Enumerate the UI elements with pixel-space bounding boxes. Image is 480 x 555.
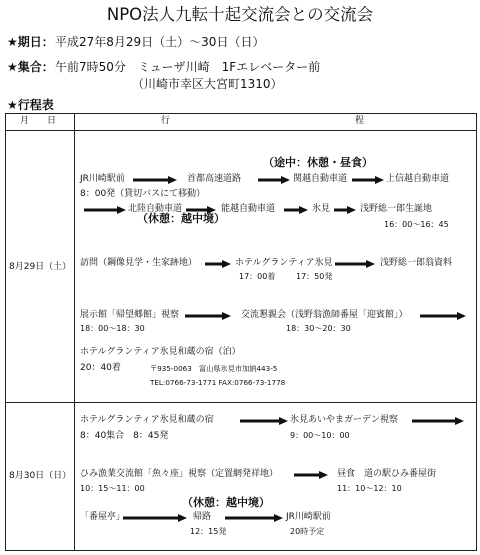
route-arrow bbox=[294, 471, 328, 479]
header-route-1: 行 bbox=[161, 116, 171, 126]
day1-r3-stop-2: ホテルグランティア氷見 bbox=[235, 258, 333, 268]
meeting-label: ★集合： bbox=[7, 60, 54, 74]
day1-date: 8月29日（土） bbox=[9, 262, 72, 272]
route-arrow bbox=[185, 312, 231, 320]
day2-r3-stop-3: JR川崎駅前 bbox=[286, 512, 331, 522]
route-arrow bbox=[84, 206, 126, 214]
day1-r3-stop-3: 浅野総一郎翁資料 bbox=[380, 258, 453, 268]
day2-r1-stop-2: 氷見あいやまガーデン視察 bbox=[290, 415, 398, 425]
day2-r3-time-1: 12：15発 bbox=[190, 527, 227, 536]
day1-r2-stop-2: 能越自動車道 bbox=[221, 204, 276, 214]
day1-r2-time: 16：00～16：45 bbox=[384, 220, 449, 229]
day2-r1-time-1: 8：40集合 8：45発 bbox=[80, 431, 169, 441]
itinerary-title: ★行程表 bbox=[7, 98, 54, 112]
day1-r5-time: 20：40着 bbox=[80, 363, 121, 373]
route-arrow bbox=[240, 417, 288, 425]
day1-r4-time-1: 18：00～18：30 bbox=[80, 324, 145, 333]
day1-r4-stop-2: 交流懇親会（浅野翁漁師番屋「迎賓館」） bbox=[241, 310, 408, 320]
header-route-2: 程 bbox=[355, 116, 365, 126]
header-divider bbox=[6, 130, 476, 131]
day1-r1-stop-3: 関越自動車道 bbox=[293, 174, 348, 184]
route-arrow bbox=[258, 176, 290, 184]
day2-r3-note: （休憩：越中境） bbox=[182, 496, 270, 509]
day2-r2-stop-2: 昼食 道の駅ひみ番屋街 bbox=[337, 469, 437, 479]
day1-r1-note: （途中：休憩・昼食） bbox=[263, 156, 373, 169]
day1-r1-time: 8：00発（貸切バスにて移動） bbox=[80, 189, 206, 199]
period-label: ★期日： bbox=[7, 35, 54, 49]
day1-r2-stop-3: 氷見 bbox=[312, 204, 331, 214]
day1-r3-time-2: 17：50発 bbox=[296, 272, 333, 281]
day1-r3-stop-1: 訪問（鋼像見学・生家跡地） bbox=[80, 258, 198, 268]
route-arrow bbox=[225, 514, 283, 522]
day1-r5-address: 〒935-0063 富山県氷見市加納443-5 bbox=[150, 364, 278, 373]
day1-r1-stop-1: JR川崎駅前 bbox=[80, 174, 125, 184]
meeting-line1: 午前7時50分 ミューザ川崎 1Fエレベーター前 bbox=[55, 60, 321, 74]
route-arrow bbox=[420, 312, 466, 320]
day2-r1-stop-1: ホテルグランティア氷見和蔵の宿 bbox=[80, 415, 214, 425]
route-arrow bbox=[186, 206, 216, 214]
day1-r5-hotel: ホテルグランティア氷見和蔵の宿（泊） bbox=[80, 347, 241, 357]
route-arrow bbox=[123, 514, 187, 522]
day1-r4-time-2: 18：30～20：30 bbox=[286, 324, 351, 333]
route-arrow bbox=[133, 176, 177, 184]
route-arrow bbox=[412, 417, 464, 425]
day2-r3-stop-1: 「番屋亭」 bbox=[80, 512, 126, 522]
route-arrow bbox=[335, 260, 375, 268]
day1-r1-stop-4: 上信越自動車道 bbox=[386, 174, 450, 184]
route-arrow bbox=[334, 206, 356, 214]
meeting-line2: （川崎市幸区大宮町1310） bbox=[132, 77, 283, 91]
day2-date: 8月30日（日） bbox=[9, 471, 72, 481]
column-divider bbox=[74, 114, 75, 550]
day1-r4-stop-1: 展示館「帰望郷館」視察 bbox=[80, 310, 180, 320]
day-divider bbox=[6, 402, 476, 403]
day1-r5-phone: TEL:0766-73-1771 FAX:0766-73-1778 bbox=[150, 378, 286, 387]
day2-r3-time-2: 20時予定 bbox=[290, 527, 325, 536]
day1-r2-stop-4: 浅野総一郎生誕地 bbox=[360, 204, 433, 214]
day1-r1-stop-2: 首都高速道路 bbox=[187, 174, 242, 184]
document-title: NPO法人九転十起交流会との交流会 bbox=[106, 5, 374, 24]
day2-r2-stop-1: ひみ漁業交流館「魚々座」視察（定置網発祥地） bbox=[80, 469, 279, 479]
period-value: 平成27年8月29日（土）～30日（日） bbox=[55, 35, 265, 49]
route-arrow bbox=[284, 206, 308, 214]
header-date: 月 日 bbox=[20, 116, 57, 126]
day1-r2-stop-1: 北陸自動車道 bbox=[128, 204, 183, 214]
day1-r3-time-1: 17：00着 bbox=[239, 272, 276, 281]
day1-r2-note: （休憩：越中境） bbox=[137, 212, 225, 225]
route-arrow bbox=[205, 260, 231, 268]
day2-r1-time-2: 9：00～10：00 bbox=[290, 431, 350, 440]
route-arrow bbox=[352, 176, 384, 184]
day2-r2-time-1: 10：15～11：00 bbox=[80, 484, 145, 493]
day2-r3-stop-2: 帰路 bbox=[193, 512, 212, 522]
day2-r2-time-2: 11：10～12：10 bbox=[337, 484, 402, 493]
